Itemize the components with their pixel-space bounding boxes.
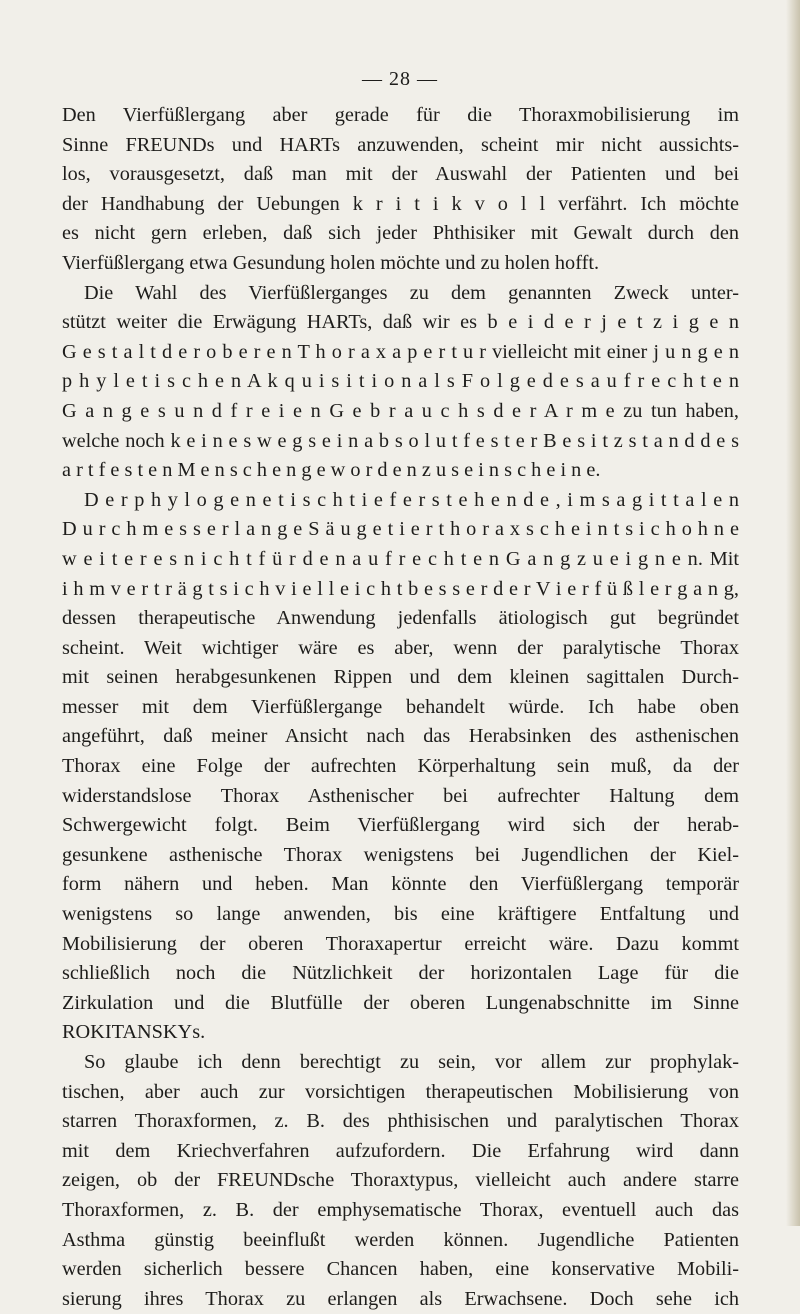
text-line: Sinne FREUNDs und HARTs anzuwenden, scheint mir nicht aussichts-: [62, 133, 739, 156]
text-line: mit dem Kriechverfahren aufzufordern. Die Erfahrung wird dann: [62, 1139, 739, 1162]
text-line: form nähern und heben. Man könnte den Vierfüßlergang temporär: [62, 873, 739, 896]
text-line: Mobilisierung der oberen Thoraxapertur erreicht wäre. Dazu kommt: [62, 932, 739, 955]
text-line: widerstandslose Thorax Asthenischer bei aufrechter Haltung dem: [62, 784, 739, 807]
text-line: Thorax eine Folge der aufrechten Körperhaltung sein muß, da der: [62, 755, 739, 778]
text-line: Thoraxformen, z. B. der emphysematische Thorax, eventuell auch das: [62, 1198, 739, 1221]
body-text: [62, 101, 739, 1314]
text-line: Asthma günstig beeinflußt werden können. Jugendliche Patienten: [62, 1228, 739, 1251]
text-line: starren Thoraxformen, z. B. des phthisischen und paralytischen Thorax: [62, 1110, 739, 1133]
page-edge-shadow: [786, 0, 800, 1226]
text-line: Schwergewicht folgt. Beim Vierfüßlergang wird sich der herab-: [62, 814, 739, 837]
page-number: — 28 —: [362, 68, 438, 90]
text-line: p h y l e t i s c h e n A k q u i s i t i o n a l s F o l g e d e s a u f r e c h t e n: [62, 370, 739, 393]
text-line: a r t f e s t e n M e n s c h e n g e w o r d e n z u s e i n s c h e i n e.: [62, 459, 601, 482]
text-line: w e i t e r e s n i c h t f ü r d e n a u f r e c h t e n G a n g z u e i g n e n. Mit: [62, 547, 739, 570]
text-line: stützt weiter die Erwägung HARTs, daß wir es b e i d e r j e t z i g e n: [62, 311, 739, 334]
text-line: Die Wahl des Vierfüßlerganges zu dem genannten Zweck unter-: [84, 281, 739, 304]
text-line: gesunkene asthenische Thorax wenigstens bei Jugendlichen der Kiel-: [62, 843, 739, 866]
text-line: welche noch k e i n e s w e g s e i n a b s o l u t f e s t e r B e s i t z s t a n d d e s: [62, 429, 739, 452]
text-line: messer mit dem Vierfüßlergange behandelt würde. Ich habe oben: [62, 695, 739, 718]
text-line: zeigen, ob der FREUNDsche Thoraxtypus, vielleicht auch andere starre: [62, 1169, 739, 1192]
text-line: tischen, aber auch zur vorsichtigen therapeutischen Mobilisierung von: [62, 1080, 739, 1103]
text-line: dessen therapeutische Anwendung jedenfalls ätiologisch gut begründet: [62, 607, 739, 630]
text-line: So glaube ich denn berechtigt zu sein, vor allem zur prophylak-: [84, 1051, 739, 1073]
text-line: sierung ihres Thorax zu erlangen als Erwachsene. Doch sehe ich: [62, 1287, 739, 1310]
text-line: angeführt, daß meiner Ansicht nach das Herabsinken des asthenischen: [62, 725, 739, 748]
text-line: D e r p h y l o g e n e t i s c h t i e f e r s t e h e n d e , i m s a g i t t a l e n: [84, 488, 739, 511]
text-line: G a n g e s u n d f r e i e n G e b r a u c h s d e r A r m e zu tun haben,: [62, 399, 739, 422]
text-line: mit seinen herabgesunkenen Rippen und dem kleinen sagittalen Durch-: [62, 666, 739, 689]
text-line: Vierfüßlergang etwa Gesundung holen möchte und zu holen hofft.: [62, 251, 600, 274]
text-line: der Handhabung der Uebungen k r i t i k v o l l verfährt. Ich möchte: [62, 192, 739, 215]
text-line: Zirkulation und die Blutfülle der oberen Lungenabschnitte im Sinne: [62, 991, 739, 1014]
text-line: werden sicherlich bessere Chancen haben, eine konservative Mobili-: [62, 1258, 739, 1281]
text-line: los, vorausgesetzt, daß man mit der Auswahl der Patienten und bei: [62, 163, 739, 186]
text-line: scheint. Weit wichtiger wäre es aber, wenn der paralytische Thorax: [62, 636, 739, 659]
text-line: wenigstens so lange anwenden, bis eine kräftigere Entfaltung und: [62, 903, 739, 926]
text-line: G e s t a l t d e r o b e r e n T h o r a x a p e r t u r vielleicht mit einer j u n g e n: [62, 340, 739, 363]
text-line: schließlich noch die Nützlichkeit der horizontalen Lage für die: [62, 962, 739, 985]
text-line: Den Vierfüßlergang aber gerade für die Thoraxmobilisierung im: [62, 104, 739, 126]
text-line: ROKITANSKYs.: [62, 1021, 206, 1044]
text-line: D u r c h m e s s e r l a n g e S ä u g e t i e r t h o r a x s c h e i n t s i c h o h n e: [62, 518, 739, 541]
text-line: es nicht gern erleben, daß sich jeder Phthisiker mit Gewalt durch den: [62, 222, 739, 245]
text-line: i h m v e r t r ä g t s i c h v i e l l e i c h t b e s s e r d e r V i e r f ü ß l e r g a n g,: [62, 577, 739, 600]
